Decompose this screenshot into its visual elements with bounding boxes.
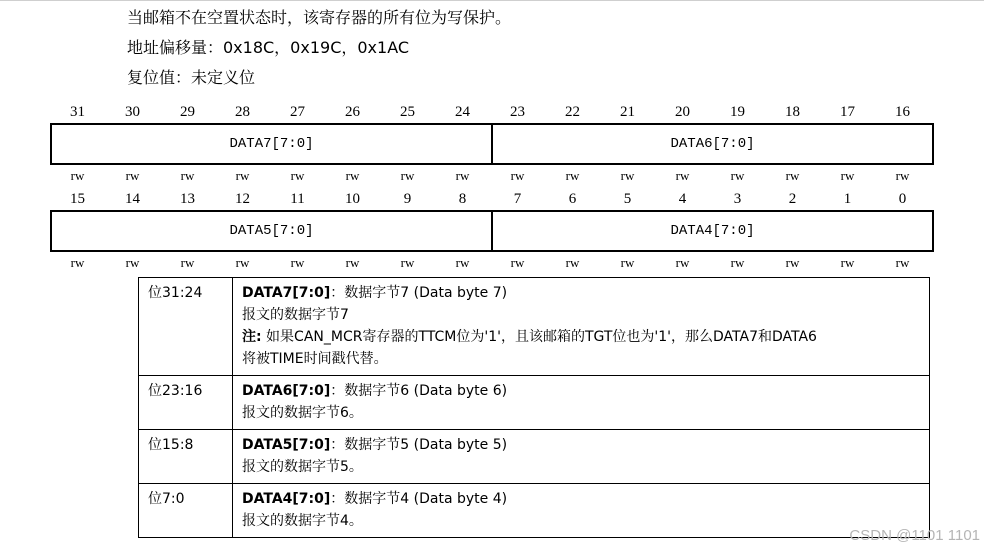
access-type: rw — [400, 168, 415, 183]
bit-number: 21 — [620, 104, 635, 120]
access-type: rw — [565, 255, 580, 270]
field-body: 报文的数据字节4。 — [242, 513, 363, 529]
bit-number: 16 — [895, 104, 910, 120]
access-type: rw — [840, 168, 855, 183]
field-title: ：数据字节6 (Data byte 6) — [330, 383, 508, 399]
access-type: rw — [620, 255, 635, 270]
access-row-low — [50, 255, 932, 271]
field-data6: DATA6[7:0] — [491, 125, 932, 163]
table-row — [139, 376, 930, 430]
bit-description — [233, 430, 930, 484]
table-row — [139, 484, 930, 538]
bit-number: 27 — [290, 104, 305, 120]
bit-number: 2 — [788, 191, 797, 207]
bit-number: 24 — [455, 104, 470, 120]
note-text-continued: 将被TIME时间戳代替。 — [242, 351, 388, 367]
write-protect-note: 当邮箱不在空置状态时，该寄存器的所有位为写保护。 — [127, 8, 512, 27]
access-type: rw — [290, 168, 305, 183]
bit-number: 23 — [510, 104, 525, 120]
register-fields-low — [50, 210, 934, 252]
access-type: rw — [895, 168, 910, 183]
access-type: rw — [455, 168, 470, 183]
top-rule — [0, 0, 984, 1]
field-name: DATA5[7:0] — [242, 437, 331, 453]
access-type: rw — [675, 168, 690, 183]
note-text: 如果CAN_MCR寄存器的TTCM位为'1'，且该邮箱的TGT位也为'1'，那么DATA7和DATA6 — [261, 329, 817, 345]
bit-number: 0 — [898, 191, 907, 207]
bit-number: 13 — [180, 191, 195, 207]
bit-number: 8 — [458, 191, 467, 207]
bit-description — [233, 484, 930, 538]
bit-number: 6 — [568, 191, 577, 207]
bit-number: 30 — [125, 104, 140, 120]
bit-description — [233, 278, 930, 376]
bit-number: 11 — [290, 191, 305, 207]
bit-number: 29 — [180, 104, 195, 120]
bit-number: 19 — [730, 104, 745, 120]
bit-number: 14 — [125, 191, 140, 207]
access-type: rw — [70, 255, 85, 270]
field-name: DATA7[7:0] — [242, 285, 331, 301]
access-type: rw — [840, 255, 855, 270]
access-type: rw — [345, 255, 360, 270]
access-type: rw — [730, 168, 745, 183]
bit-range: 位15:8 — [139, 430, 233, 484]
bit-number: 22 — [565, 104, 580, 120]
field-title: ：数据字节7 (Data byte 7) — [330, 285, 508, 301]
address-offset: 地址偏移量：0x18C，0x19C，0x1AC — [127, 38, 410, 57]
bit-number: 4 — [678, 191, 687, 207]
bit-number: 28 — [235, 104, 250, 120]
bit-description-table — [138, 277, 930, 538]
bit-number: 12 — [235, 191, 250, 207]
access-type: rw — [785, 255, 800, 270]
access-type: rw — [785, 168, 800, 183]
bit-number: 17 — [840, 104, 855, 120]
access-type: rw — [180, 255, 195, 270]
access-type: rw — [510, 168, 525, 183]
field-data4: DATA4[7:0] — [491, 212, 932, 250]
bit-description — [233, 376, 930, 430]
access-type: rw — [400, 255, 415, 270]
access-type: rw — [730, 255, 745, 270]
field-heading — [242, 488, 921, 510]
bit-numbers-high — [50, 102, 932, 122]
csdn-watermark: CSDN @1101 1101 — [849, 527, 980, 544]
register-fields-high — [50, 123, 934, 165]
field-body: 报文的数据字节7 — [242, 307, 349, 323]
access-type: rw — [455, 255, 470, 270]
access-row-high — [50, 168, 932, 184]
bit-number: 25 — [400, 104, 415, 120]
note-label: 注: — [242, 329, 262, 345]
bit-number: 9 — [403, 191, 412, 207]
field-heading — [242, 282, 921, 304]
bit-numbers-low — [50, 189, 932, 209]
bit-number: 7 — [513, 191, 522, 207]
access-type: rw — [235, 255, 250, 270]
bit-number: 10 — [345, 191, 360, 207]
bit-number: 1 — [843, 191, 852, 207]
field-note — [242, 326, 921, 348]
bit-number: 5 — [623, 191, 632, 207]
table-row — [139, 430, 930, 484]
bit-number: 18 — [785, 104, 800, 120]
access-type: rw — [70, 168, 85, 183]
bit-number: 31 — [70, 104, 85, 120]
field-name: DATA6[7:0] — [242, 383, 331, 399]
access-type: rw — [345, 168, 360, 183]
access-type: rw — [125, 255, 140, 270]
access-type: rw — [895, 255, 910, 270]
field-body: 报文的数据字节5。 — [242, 459, 363, 475]
access-type: rw — [235, 168, 250, 183]
bit-range: 位23:16 — [139, 376, 233, 430]
field-heading — [242, 380, 921, 402]
field-body: 报文的数据字节6。 — [242, 405, 363, 421]
access-type: rw — [510, 255, 525, 270]
bit-number: 3 — [733, 191, 742, 207]
bit-range: 位31:24 — [139, 278, 233, 376]
reset-value: 复位值：未定义位 — [127, 68, 256, 87]
access-type: rw — [675, 255, 690, 270]
access-type: rw — [125, 168, 140, 183]
bit-number: 26 — [345, 104, 360, 120]
field-title: ：数据字节5 (Data byte 5) — [330, 437, 508, 453]
access-type: rw — [290, 255, 305, 270]
bit-number: 15 — [70, 191, 85, 207]
bit-range: 位7:0 — [139, 484, 233, 538]
field-data7: DATA7[7:0] — [229, 136, 314, 152]
access-type: rw — [620, 168, 635, 183]
bit-number: 20 — [675, 104, 690, 120]
field-heading — [242, 434, 921, 456]
field-data5: DATA5[7:0] — [229, 223, 314, 239]
field-name: DATA4[7:0] — [242, 491, 331, 507]
access-type: rw — [180, 168, 195, 183]
table-row — [139, 278, 930, 376]
field-title: ：数据字节4 (Data byte 4) — [330, 491, 508, 507]
access-type: rw — [565, 168, 580, 183]
